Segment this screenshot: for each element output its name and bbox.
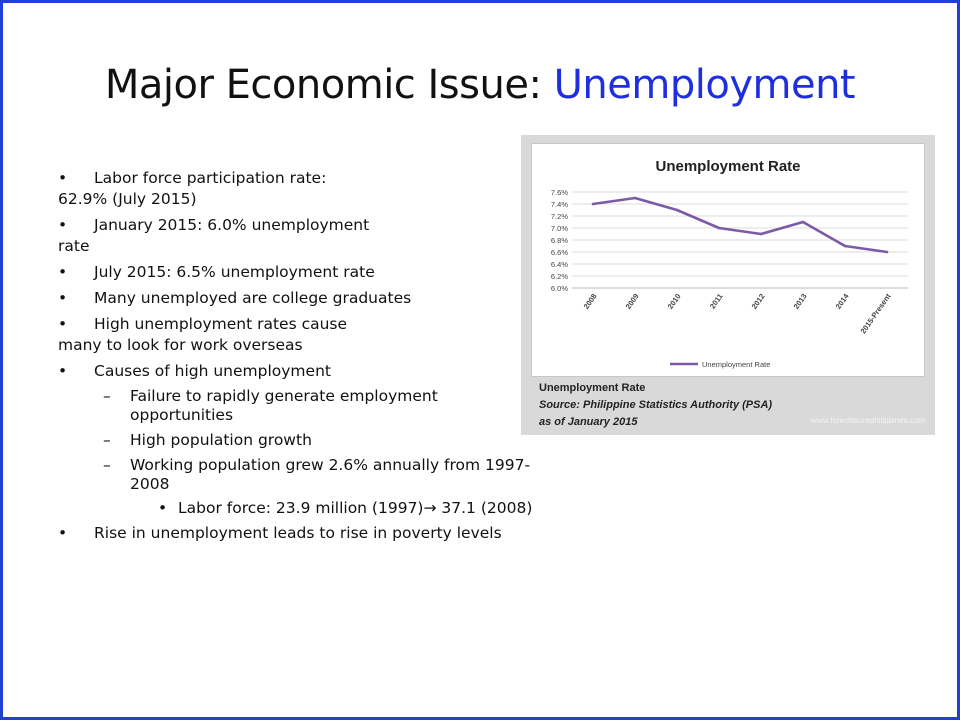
slide-title: [0, 62, 960, 108]
x-tick-label: 2013: [791, 291, 809, 311]
caption-date: as of January 2015: [539, 416, 638, 428]
caption-title: Unemployment Rate: [539, 382, 646, 394]
bullet-college-graduates: • Many unemployed are college graduates: [58, 288, 578, 309]
series-line: [593, 198, 887, 252]
y-tick-label: 7.0%: [550, 224, 568, 233]
bullet-poverty: • Rise in unemployment leads to rise in poverty levels: [58, 523, 578, 544]
data-point: [676, 209, 679, 212]
data-point: [592, 203, 595, 206]
line-chart: [532, 144, 924, 376]
chart-title: Unemployment Rate: [655, 158, 801, 175]
watermark: www.foreclosurephilippines.com: [811, 416, 925, 425]
data-point: [718, 227, 721, 230]
y-tick-label: 6.8%: [550, 236, 568, 245]
bullet-july-2015: • July 2015: 6.5% unemployment rate: [58, 262, 578, 283]
y-tick-label: 6.6%: [550, 248, 568, 257]
unemployment-chart-figure: [521, 135, 935, 435]
y-tick-label: 6.0%: [550, 284, 568, 293]
x-tick-label: 2009: [623, 291, 641, 311]
data-point: [886, 251, 889, 254]
title-highlight: Unemployment: [553, 62, 856, 108]
y-tick-label: 6.4%: [550, 260, 568, 269]
bullet-labor-force: • Labor force participation rate:: [58, 168, 578, 189]
bullet-causes: • Causes of high unemployment: [58, 361, 578, 382]
y-tick-label: 7.2%: [550, 212, 568, 221]
x-tick-label: 2011: [707, 291, 725, 311]
bullet-work-overseas-cont: many to look for work overseas: [58, 336, 303, 354]
bullet-work-overseas: • High unemployment rates cause: [58, 314, 578, 335]
sub-bullet-working-population: – Working population grew 2.6% annually from 1997-2008: [58, 456, 550, 494]
data-point: [760, 233, 763, 236]
bullet-january-2015-cont: rate: [58, 237, 90, 255]
sub-bullet-population-growth: – High population growth: [58, 430, 578, 451]
data-point: [634, 197, 637, 200]
x-tick-label: 2012: [749, 291, 767, 311]
y-tick-label: 6.2%: [550, 272, 568, 281]
bullet-list: [58, 168, 578, 544]
x-tick-label: 2014: [833, 291, 851, 311]
y-tick-label: 7.6%: [550, 188, 568, 197]
x-tick-label: 2010: [665, 291, 683, 311]
caption-source: Source: Philippine Statistics Authority (PSA): [539, 399, 773, 411]
x-tick-label: 2015-Present: [858, 291, 893, 336]
legend-label: Unemployment Rate: [702, 360, 771, 369]
sub-sub-bullet-labor-force: • Labor force: 23.9 million (1997)→ 37.1 (2008): [58, 499, 538, 518]
bullet-january-2015: • January 2015: 6.0% unemployment: [58, 215, 578, 236]
title-main: Major Economic Issue:: [104, 62, 554, 108]
bullet-labor-force-cont: 62.9% (July 2015): [58, 190, 197, 208]
data-point: [844, 245, 847, 248]
sub-bullet-employment-generation: – Failure to rapidly generate employment opportunities: [58, 387, 500, 425]
chart-panel: [531, 143, 925, 377]
x-tick-label: 2008: [581, 291, 599, 311]
data-point: [802, 221, 805, 224]
y-tick-label: 7.4%: [550, 200, 568, 209]
